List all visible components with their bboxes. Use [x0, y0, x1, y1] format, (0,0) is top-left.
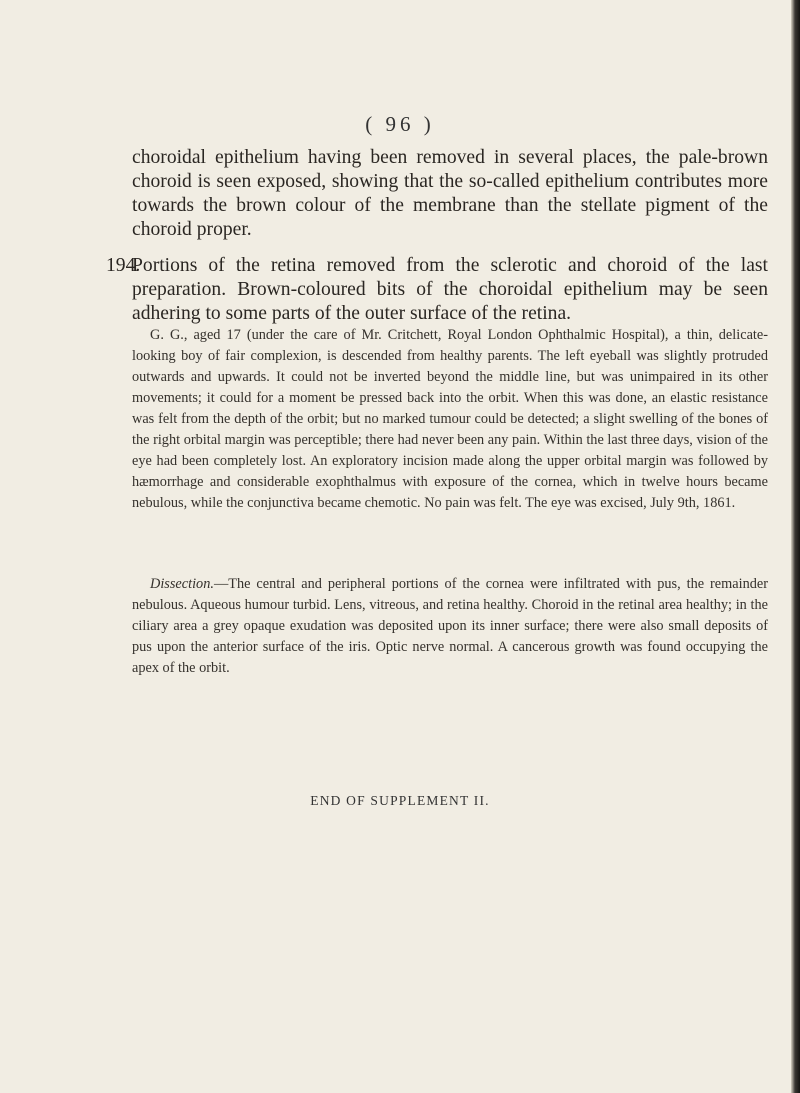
paragraph-text: choroidal epithelium having been removed in several places, the pale-brown choroid is seen exposed, showing that the so-called epithelium contributes more towards the brown colour of the membrane than the stellate pigment of the choroid proper. [132, 147, 768, 240]
case-history: G. G., aged 17 (under the care of Mr. Critchett, Royal London Ophthalmic Hospital), a thin, delicate-looking boy of fair complexion, is descended from healthy parents. The left eyeball was slightly protruded outwards and upwards. It could not be inverted beyond the middle line, but was unimpaired in its other movements; it could for a moment be pressed back into the orbit. When this was done, an elastic resistance was felt from the depth of the orbit; but no marked tumour could be detected; a slight swelling of the bones of the right orbital margin was perceptible; there had never been any pain. Within the last three days, vision of the eye had been completely lost. An exploratory incision made along the upper orbital margin was followed by hæmorrhage and considerable exophthalmus with exposure of the cornea, which in twelve hours became nebulous, while the conjunctiva became chemotic. No pain was felt. The eye was excised, July 9th, 1861. [132, 327, 768, 511]
end-of-supplement-note: END OF SUPPLEMENT II. [310, 793, 490, 808]
paragraph-continued [132, 146, 768, 242]
paragraph-194 [106, 254, 768, 326]
paragraph-text: Portions of the retina removed from the sclerotic and choroid of the last preparation. Brown-coloured bits of the choroidal epithelium may be seen adhering to some parts of the outer surface of the retina. [132, 255, 768, 324]
specimen-number: 194. [106, 255, 141, 276]
book-spine-edge [791, 0, 800, 1093]
dissection-note [132, 574, 768, 679]
page-number: ( 96 ) [365, 112, 435, 136]
dissection-text: —The central and peripheral portions of the cornea were infiltrated with pus, the remainder nebulous. Aqueous humour turbid. Lens, vitreous, and retina healthy. Choroid in the retinal area healthy; in the ciliary area a grey opaque exudation was deposited upon its inner surface; there were also small deposits of pus upon the anterior surface of the iris. Optic nerve normal. A cancerous growth was found occupying the apex of the orbit. [132, 576, 768, 676]
dissection-label: Dissection. [150, 576, 214, 592]
